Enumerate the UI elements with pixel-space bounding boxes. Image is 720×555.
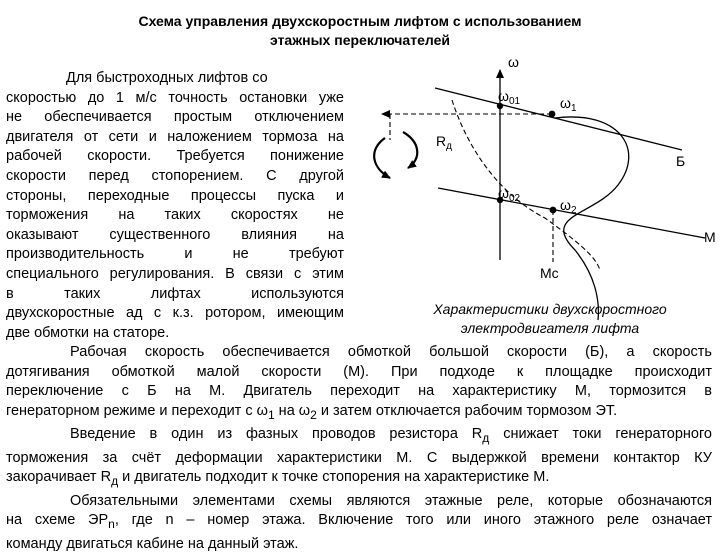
intro-line: оказывают существенного влияния на <box>6 226 344 243</box>
intro-line: производительность и не требуют <box>6 246 344 263</box>
intro-line: специального регулирования. В связи с этим <box>6 265 344 282</box>
label-curve-m: M <box>704 229 716 245</box>
body-line: команду двигаться кабине на данный этаж. <box>6 535 299 552</box>
intro-line: не обеспечивается простым отключением <box>6 109 344 126</box>
intro-line: скорости перед стопорением. С другой <box>6 167 344 184</box>
body-text-fragment: генераторном режиме и переходит с ω <box>6 402 268 419</box>
intro-line: две обмотки на статоре. <box>6 324 170 341</box>
caption-line-1: Характеристики двухскоростного <box>433 301 667 317</box>
body-text <box>6 343 712 555</box>
caption-line-2: электродвигателя лифта <box>460 320 640 336</box>
axis-label-omega: ω <box>508 54 519 70</box>
intro-line: рабочей скорости. Требуется понижение <box>6 148 344 165</box>
body-line: Рабочая скорость обеспечивается обмоткой большой скорости (Б), а скорость <box>70 344 712 360</box>
body-text-fragment: и затем отключается рабочим тормозом ЭТ. <box>316 402 618 419</box>
body-line: торможения за счёт деформации характеристики М. С выдержкой времени контактор КУ <box>6 449 712 466</box>
intro-line: торможения на таких скоростях не <box>6 207 344 224</box>
resistor-curve <box>452 100 600 270</box>
curve-b-line <box>435 88 682 150</box>
page-title-line-1: Схема управления двухскоростным лифтом с использованием <box>138 13 582 29</box>
body-line <box>6 425 712 448</box>
body-line: Обязательными элементами схемы являются этажные реле, которые обозначаются <box>70 492 712 509</box>
body-line <box>6 402 712 425</box>
label-rd: $R_д$ <box>436 133 452 152</box>
body-text-fragment: , где n – номер этажа. Включение того или иного этажного реле означает <box>114 512 712 529</box>
body-line: переключение с Б на М. Двигатель переходит на характеристику М, тормозится в <box>6 383 712 400</box>
subscript: 1 <box>267 407 275 422</box>
label-omega02: $\omega_{02}$ <box>498 185 521 204</box>
body-text-fragment: и двигатель подходит к точке стопорения на характеристике М. <box>118 469 550 486</box>
label-mc: Mс <box>540 265 559 281</box>
intro-line: двигателя от сети и наложением тормоза на <box>6 128 344 145</box>
label-omega2: $\omega_2$ <box>560 197 577 216</box>
intro-line: Для быстроходных лифтов со <box>66 70 268 86</box>
transition-curve <box>555 117 629 320</box>
body-text-fragment: Введение в один из фазных проводов резистора R <box>70 426 483 443</box>
intro-line: двухскоростные ад с к.з. ротором, имеющим <box>6 305 344 322</box>
body-text-fragment: на ω <box>274 402 311 419</box>
subscript: n <box>108 517 115 532</box>
braking-arrow-icon <box>403 132 417 168</box>
intro-line: скоростью до 1 м/с точность остановки уже <box>6 89 344 106</box>
label-omega01: $\omega_{01}$ <box>498 88 521 107</box>
label-curve-b: Б <box>676 153 686 169</box>
body-line: дотягивания обмоткой малой скорости (М). При подходе к площадке происходит <box>6 363 712 380</box>
intro-line: в таких лифтах используются <box>6 285 344 302</box>
subscript: 2 <box>310 407 317 422</box>
body-line <box>6 468 712 491</box>
label-omega1: $\omega_1$ <box>560 95 577 114</box>
subscript: д <box>111 474 119 489</box>
subscript: д <box>482 431 490 446</box>
point-omega2 <box>550 207 557 214</box>
body-text-fragment: закорачивает R <box>6 469 112 486</box>
diagram-caption <box>390 300 710 338</box>
point-omega1 <box>549 111 556 118</box>
intro-line: стороны, переходные процессы пуска и <box>6 187 344 204</box>
body-text-fragment: на схеме ЭР <box>6 512 109 529</box>
page-title-line-2: этажных переключателей <box>270 32 450 48</box>
deceleration-arrow-icon <box>374 138 390 178</box>
body-text-fragment: снижает токи генераторного <box>489 426 712 443</box>
body-line <box>6 511 712 534</box>
